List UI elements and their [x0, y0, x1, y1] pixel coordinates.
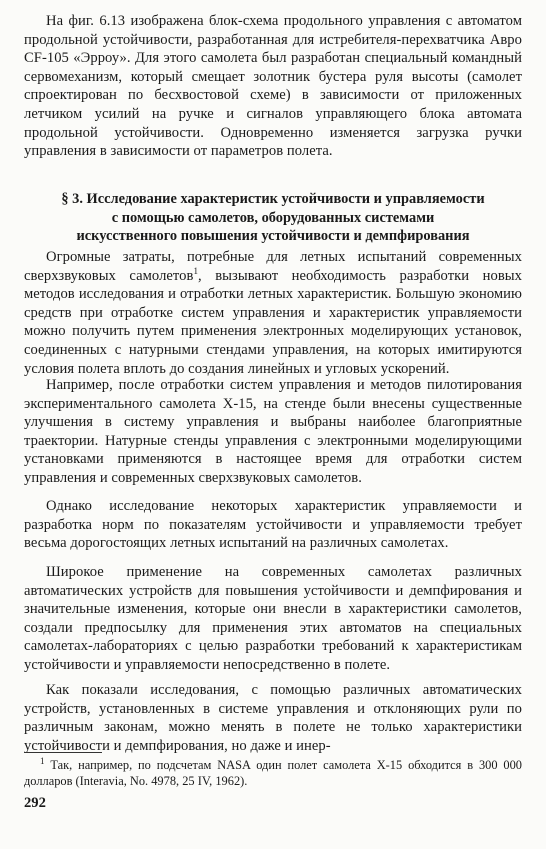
paragraph-4-block — [24, 497, 522, 553]
paragraph-6: Как показали исследования, с помощью различных автоматических устройств, установленных в системе управления и отклоняющих рули по различным законам, можно менять в полете не только характеристики устойчивости и демпфирования, но даже и инер- — [24, 682, 522, 754]
paragraph-3-block — [24, 376, 522, 488]
paragraph-3: Например, после отработки систем управления и методов пилотирования экспериментального самолета Х-15, на стенде были внесены существенные улучшения в систему управления и выбраны наиболее благоприятные траектории. Натурные стенды управления с электронными моделирующими установками применяются в настоящее время для отработки систем управления и современных сверхзвуковых самолетов. — [24, 377, 522, 486]
page-number: 292 — [24, 795, 46, 811]
footnote-reference: 1 — [193, 265, 199, 276]
section-heading-line-1: § 3. Исследование характеристик устойчивости и управляемости — [61, 191, 485, 207]
footnote — [24, 757, 522, 789]
paragraph-5: Широкое применение на современных самолетах различных автоматических устройств для повышения устойчивости и демпфирования и значительные изменения, которые они внесли в характеристики самолетов, создали предпосылку для применения этих автоматов на специальных самолетах-лабораториях с целью разработки требований к характеристикам устойчивости и управляемости непосредственно в полете. — [24, 564, 522, 673]
paragraph-2-block — [24, 248, 522, 378]
paragraph-1-block — [24, 12, 522, 161]
paragraph-4: Однако исследование некоторых характеристик управляемости и разработка норм по показателям устойчивости и управляемости требует весьма дорогостоящих летных испытаний на различных самолетах. — [24, 498, 522, 552]
paragraph-5-block — [24, 563, 522, 675]
footnote-text: Так, например, по подсчетам NASA один полет самолета Х-15 обходится в 300 000 долларов (Interavia, No. 4978, 25 IV, 1962). — [24, 758, 522, 788]
section-heading — [24, 190, 522, 246]
section-heading-line-3: искусственного повышения устойчивости и демпфирования — [76, 228, 470, 244]
paragraph-6-block — [24, 681, 522, 755]
paragraph-2-start: Огромные затраты, потребные для летных испытаний современных сверхзвуковых самолетов — [24, 249, 522, 284]
paragraph-2 — [24, 248, 522, 378]
paragraph-1: На фиг. 6.13 изображена блок-схема продольного управления с автоматом продольной устойчивости, разработанная для истребителя-перехватчика Авро CF-105 «Эрроу». Для этого самолета был разработан специальный командный сервомеханизм, который смещает золотник бустера руля высоты (самолет спроектирован по бесхвостовой схеме) в зависимости от приложенных летчиком усилий на ручке и сигналов управляющего блока автомата продольной устойчивости. Одновременно изменяется загрузка ручки управления в зависимости от параметров полета. — [24, 13, 522, 160]
section-heading-line-2: с помощью самолетов, оборудованных системами — [111, 209, 435, 226]
paragraph-2-end: , вызывают необходимость разработки новых методов исследования и отработки летных характеристик. Большую экономию средств при отработке систем управления и характеристик управляемости можно получить путем применения электронных моделирующих установок, соединенных с натурными стендами управления, на которых имитируются условия полета вплоть до создания линейных и угловых ускорений. — [24, 267, 522, 377]
footnote-marker: 1 — [40, 755, 45, 766]
footnote-divider — [24, 752, 102, 753]
